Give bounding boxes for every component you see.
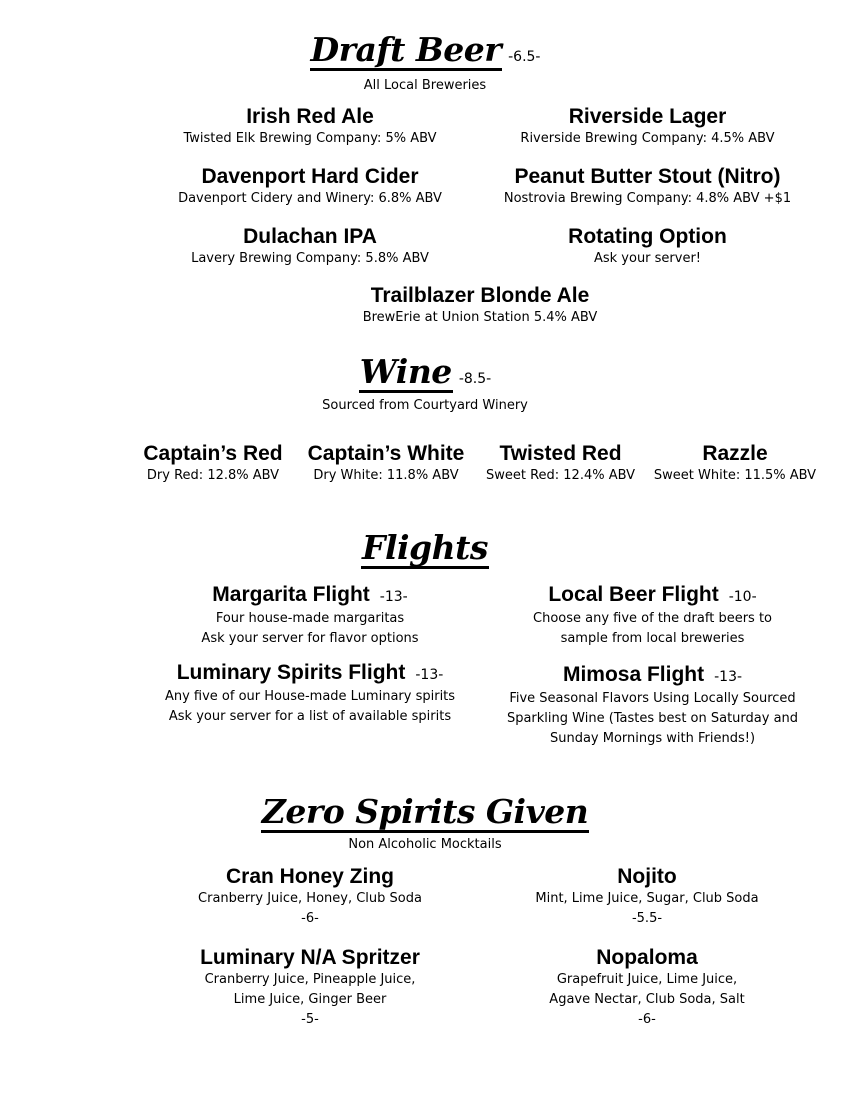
item-name: Rotating Option (568, 225, 727, 248)
item-desc: Four house-made margaritas (215, 611, 405, 626)
item-desc: Ask your server! (593, 251, 702, 266)
item-name: Captain’s White (307, 442, 465, 465)
item-name: Razzle (702, 442, 768, 465)
item-desc: Dry White: 11.8% ABV (313, 468, 459, 483)
zero-spirits-title: Zero Spirits Given (261, 792, 589, 831)
menu-item-luminary-na-spritzer (160, 946, 460, 1030)
flights-title: Flights (362, 528, 488, 567)
item-desc: Sweet White: 11.5% ABV (653, 468, 817, 483)
menu-item-dulachan-ipa (160, 225, 460, 269)
item-price: -5- (301, 1012, 319, 1027)
menu-item-local-beer-flight (490, 583, 815, 649)
item-name: Riverside Lager (568, 105, 727, 128)
item-desc: Ask your server for flavor options (201, 631, 419, 646)
item-desc: BrewErie at Union Station 5.4% ABV (362, 310, 598, 325)
item-price: -10- (728, 589, 757, 605)
item-desc: Ask your server for a list of available spirits (168, 709, 452, 724)
item-name: Twisted Red (499, 442, 622, 465)
menu-item-mimosa-flight (490, 663, 815, 749)
draft-beer-subtitle: All Local Breweries (363, 78, 487, 93)
item-desc: Agave Nectar, Club Soda, Salt (549, 992, 745, 1007)
menu-item-peanut-butter-stout (490, 165, 805, 209)
item-price: -6- (638, 1012, 656, 1027)
menu-item-captains-red (133, 442, 293, 486)
item-name: Trailblazer Blonde Ale (370, 284, 590, 307)
wine-header (0, 354, 850, 393)
item-price: -13- (415, 667, 444, 683)
item-name: Cran Honey Zing (225, 865, 394, 888)
item-desc: Dry Red: 12.8% ABV (146, 468, 280, 483)
item-name (490, 583, 815, 609)
wine-subtitle: Sourced from Courtyard Winery (322, 398, 528, 413)
item-name (150, 583, 470, 609)
wine-price: -8.5- (458, 371, 492, 387)
menu-item-razzle (645, 442, 825, 486)
draft-beer-header (0, 32, 850, 71)
item-price: -13- (714, 669, 743, 685)
item-name: Irish Red Ale (246, 105, 374, 128)
item-price: -5.5- (631, 911, 663, 926)
item-name-text: Mimosa Flight (562, 663, 705, 686)
flights-header (0, 530, 850, 569)
item-name: Dulachan IPA (243, 225, 377, 248)
item-price: -13- (379, 589, 408, 605)
wine-title: Wine (359, 352, 452, 391)
menu-item-twisted-red (478, 442, 643, 486)
menu-item-riverside-lager (490, 105, 805, 149)
item-name: Peanut Butter Stout (Nitro) (514, 165, 781, 188)
item-name: Nojito (617, 865, 677, 888)
item-desc: Riverside Brewing Company: 4.5% ABV (520, 131, 775, 146)
menu-item-margarita-flight (150, 583, 470, 649)
item-price: -6- (301, 911, 319, 926)
zero-spirits-subtitle: Non Alcoholic Mocktails (348, 837, 502, 852)
item-desc: Davenport Cidery and Winery: 6.8% ABV (178, 191, 442, 206)
menu-item-nojito (497, 865, 797, 929)
menu-item-nopaloma (497, 946, 797, 1030)
item-name: Davenport Hard Cider (201, 165, 419, 188)
item-desc: Twisted Elk Brewing Company: 5% ABV (183, 131, 437, 146)
draft-beer-price: -6.5- (508, 49, 541, 65)
draft-beer-title: Draft Beer (310, 30, 502, 69)
item-desc: Sparkling Wine (Tastes best on Saturday and (506, 711, 799, 726)
item-desc: Lavery Brewing Company: 5.8% ABV (191, 251, 429, 266)
item-name-text: Local Beer Flight (548, 583, 719, 606)
item-desc: Sunday Mornings with Friends!) (549, 731, 756, 746)
menu-item-trailblazer-blonde-ale (330, 284, 630, 328)
item-desc: Five Seasonal Flavors Using Locally Sourced (509, 691, 796, 706)
item-desc: Lime Juice, Ginger Beer (233, 992, 387, 1007)
menu-item-luminary-spirits-flight (150, 661, 470, 727)
item-desc: Mint, Lime Juice, Sugar, Club Soda (535, 891, 759, 906)
item-desc: Cranberry Juice, Pineapple Juice, (204, 972, 416, 987)
item-desc: Sweet Red: 12.4% ABV (485, 468, 636, 483)
menu-item-captains-white (296, 442, 476, 486)
zero-spirits-header (0, 794, 850, 833)
menu-item-davenport-hard-cider (160, 165, 460, 209)
item-desc: Any five of our House-made Luminary spirits (164, 689, 456, 704)
item-name-text: Margarita Flight (212, 583, 370, 606)
item-desc: Choose any five of the draft beers to (533, 611, 772, 626)
menu-item-irish-red-ale (160, 105, 460, 149)
item-name-text: Luminary Spirits Flight (176, 661, 406, 684)
item-desc: Nostrovia Brewing Company: 4.8% ABV +$1 (503, 191, 792, 206)
item-desc: Cranberry Juice, Honey, Club Soda (198, 891, 422, 906)
item-name: Nopaloma (596, 946, 698, 969)
item-desc: Grapefruit Juice, Lime Juice, (556, 972, 738, 987)
menu-item-rotating-option (490, 225, 805, 269)
item-name: Luminary N/A Spritzer (200, 946, 420, 969)
menu-item-cran-honey-zing (160, 865, 460, 929)
item-name (490, 663, 815, 689)
item-name: Captain’s Red (143, 442, 283, 465)
item-name (150, 661, 470, 687)
item-desc: sample from local breweries (560, 631, 745, 646)
